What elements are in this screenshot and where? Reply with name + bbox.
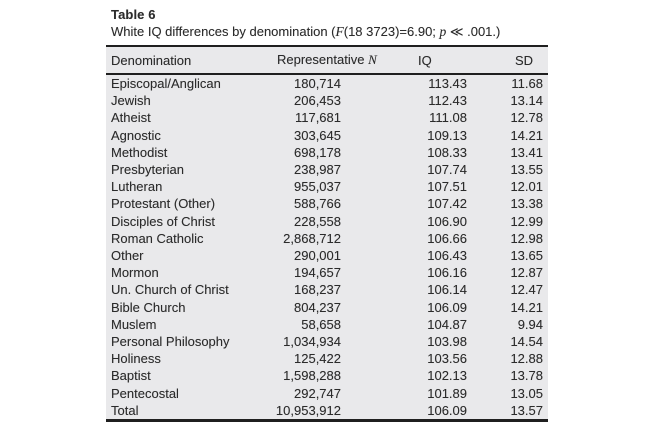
f-statistic-symbol: F bbox=[335, 24, 344, 39]
cell-sd: 13.65 bbox=[510, 248, 543, 264]
cell-denomination: Methodist bbox=[111, 144, 168, 160]
cell-iq: 111.08 bbox=[429, 110, 467, 126]
caption-text-mid: (18 3723)=6.90; bbox=[343, 24, 440, 39]
cell-representative-n: 117,681 bbox=[294, 110, 341, 126]
cell-sd: 12.01 bbox=[510, 179, 543, 195]
cell-sd: 11.68 bbox=[511, 76, 543, 91]
cell-iq: 108.33 bbox=[427, 144, 467, 160]
cell-denomination: Total bbox=[111, 402, 139, 418]
cell-sd: 14.21 bbox=[510, 299, 543, 315]
total-row bbox=[106, 402, 548, 421]
table-row bbox=[106, 92, 548, 109]
cell-iq: 106.90 bbox=[427, 213, 467, 229]
cell-sd: 12.99 bbox=[510, 213, 543, 229]
cell-iq: 101.89 bbox=[427, 385, 467, 401]
table-row bbox=[106, 127, 548, 144]
cell-iq: 107.42 bbox=[427, 196, 467, 212]
column-header-sd: SD bbox=[474, 46, 548, 74]
table-row bbox=[106, 178, 548, 195]
cell-denomination: Jewish bbox=[111, 93, 151, 109]
table-row bbox=[106, 161, 548, 178]
cell-iq: 106.09 bbox=[427, 402, 467, 418]
cell-representative-n: 206,453 bbox=[294, 93, 341, 109]
cell-representative-n: 1,598,288 bbox=[283, 368, 341, 384]
table-number: Table 6 bbox=[111, 7, 156, 22]
cell-denomination: Personal Philosophy bbox=[111, 334, 230, 350]
column-header-representative-n: Representative N bbox=[268, 46, 354, 74]
table-row bbox=[106, 281, 548, 298]
header-row bbox=[106, 46, 548, 74]
cell-representative-n: 10,953,912 bbox=[275, 402, 341, 418]
table-row bbox=[106, 367, 548, 384]
cell-iq: 109.13 bbox=[427, 127, 467, 143]
cell-denomination: Protestant (Other) bbox=[111, 196, 216, 212]
cell-denomination: Lutheran bbox=[111, 179, 163, 195]
table-row bbox=[106, 385, 548, 402]
iq-by-denomination-table bbox=[106, 45, 548, 422]
table-caption bbox=[111, 24, 500, 40]
cell-sd: 14.54 bbox=[510, 334, 543, 350]
caption-text-suffix: ≪ .001.) bbox=[446, 24, 501, 39]
cell-representative-n: 228,558 bbox=[294, 213, 341, 229]
cell-denomination: Roman Catholic bbox=[111, 230, 204, 246]
cell-iq: 106.43 bbox=[427, 248, 467, 264]
cell-sd: 13.05 bbox=[510, 385, 543, 401]
cell-iq: 106.16 bbox=[427, 265, 467, 281]
cell-iq: 103.56 bbox=[427, 351, 467, 367]
column-header-denomination: Denomination bbox=[106, 46, 268, 74]
cell-iq: 113.43 bbox=[428, 76, 467, 91]
cell-iq: 107.51 bbox=[427, 179, 467, 195]
cell-representative-n: 292,747 bbox=[294, 385, 341, 401]
cell-representative-n: 804,237 bbox=[294, 299, 341, 315]
cell-denomination: Agnostic bbox=[111, 127, 161, 143]
cell-sd: 12.78 bbox=[510, 110, 543, 126]
cell-iq: 103.98 bbox=[427, 334, 467, 350]
cell-representative-n: 58,658 bbox=[301, 316, 341, 332]
cell-sd: 13.57 bbox=[510, 402, 543, 418]
cell-representative-n: 290,001 bbox=[294, 248, 341, 264]
cell-iq: 106.66 bbox=[427, 230, 467, 246]
cell-denomination: Disciples of Christ bbox=[111, 213, 216, 229]
cell-iq: 106.09 bbox=[427, 299, 467, 315]
cell-representative-n: 588,766 bbox=[294, 196, 341, 212]
table-row bbox=[106, 195, 548, 212]
cell-iq: 102.13 bbox=[427, 368, 467, 384]
table-row bbox=[106, 109, 548, 126]
table-row bbox=[106, 213, 548, 230]
cell-denomination: Other bbox=[111, 248, 144, 264]
cell-sd: 12.87 bbox=[510, 265, 543, 281]
cell-representative-n: 2,868,712 bbox=[283, 230, 341, 246]
cell-sd: 12.47 bbox=[510, 282, 543, 298]
cell-iq: 106.14 bbox=[427, 282, 467, 298]
cell-sd: 13.55 bbox=[510, 162, 543, 178]
caption-text-prefix: White IQ differences by denomination ( bbox=[111, 24, 336, 39]
cell-sd: 12.98 bbox=[510, 230, 543, 246]
cell-denomination: Baptist bbox=[111, 368, 151, 384]
p-value-symbol: p bbox=[439, 24, 447, 39]
table-row bbox=[106, 350, 548, 367]
cell-denomination: Pentecostal bbox=[111, 385, 179, 401]
cell-sd: 9.94 bbox=[517, 316, 543, 332]
cell-sd: 13.14 bbox=[510, 93, 543, 109]
table-row bbox=[106, 230, 548, 247]
table-row bbox=[106, 299, 548, 316]
table-row bbox=[106, 264, 548, 281]
cell-denomination: Episcopal/Anglican bbox=[111, 76, 221, 91]
cell-representative-n: 194,657 bbox=[294, 265, 341, 281]
cell-sd: 13.41 bbox=[510, 144, 543, 160]
cell-representative-n: 125,422 bbox=[294, 351, 341, 367]
cell-representative-n: 698,178 bbox=[294, 144, 341, 160]
column-header-iq: IQ bbox=[354, 46, 474, 74]
cell-representative-n: 303,645 bbox=[294, 127, 341, 143]
cell-representative-n: 168,237 bbox=[294, 282, 341, 298]
cell-denomination: Bible Church bbox=[111, 299, 186, 315]
cell-sd: 13.38 bbox=[510, 196, 543, 212]
cell-representative-n: 180,714 bbox=[294, 76, 341, 91]
cell-denomination: Muslem bbox=[111, 316, 157, 332]
cell-sd: 14.21 bbox=[510, 127, 543, 143]
cell-denomination: Atheist bbox=[111, 110, 151, 126]
cell-denomination: Presbyterian bbox=[111, 162, 184, 178]
table-row bbox=[106, 144, 548, 161]
table-row bbox=[106, 247, 548, 264]
table-row bbox=[106, 74, 548, 92]
cell-iq: 112.43 bbox=[428, 93, 467, 109]
cell-sd: 13.78 bbox=[510, 368, 543, 384]
cell-denomination: Holiness bbox=[111, 351, 161, 367]
table-row bbox=[106, 316, 548, 333]
cell-representative-n: 238,987 bbox=[294, 162, 341, 178]
cell-denomination: Mormon bbox=[111, 265, 159, 281]
cell-denomination: Un. Church of Christ bbox=[111, 282, 229, 298]
cell-sd: 12.88 bbox=[510, 351, 543, 367]
cell-representative-n: 955,037 bbox=[294, 179, 341, 195]
cell-iq: 104.87 bbox=[427, 316, 467, 332]
cell-iq: 107.74 bbox=[427, 162, 467, 178]
cell-representative-n: 1,034,934 bbox=[283, 334, 341, 350]
table-row bbox=[106, 333, 548, 350]
